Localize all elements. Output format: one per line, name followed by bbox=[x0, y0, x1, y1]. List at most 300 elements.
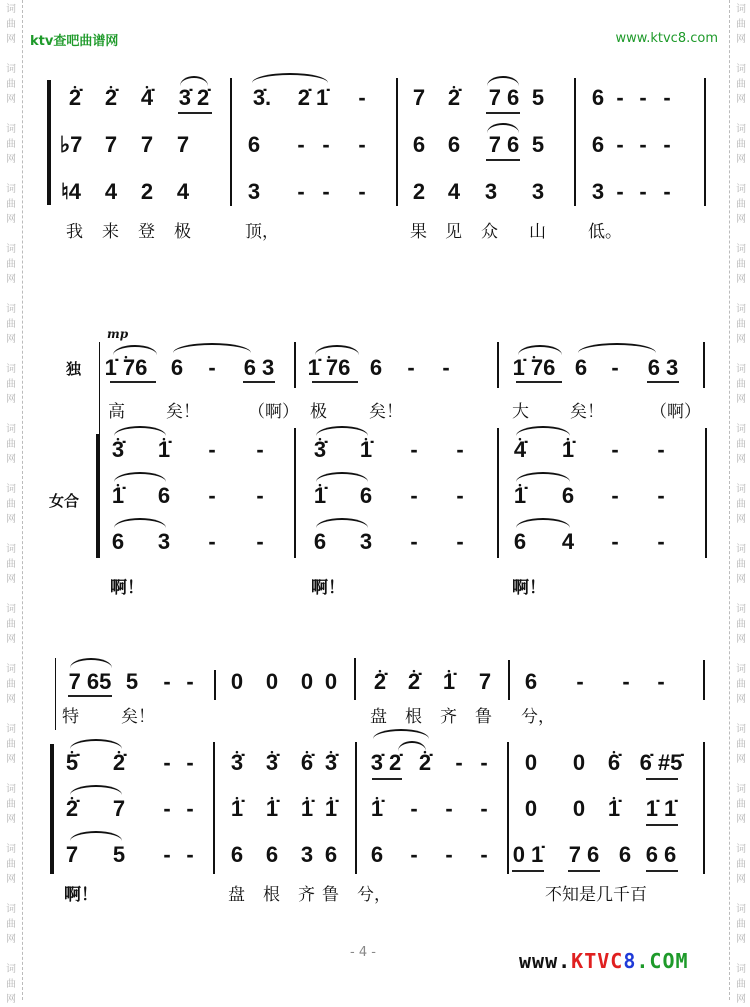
logo-green: .COM bbox=[636, 949, 689, 973]
left-watermark-strip bbox=[0, 0, 23, 1005]
dash: - bbox=[480, 750, 488, 775]
slur bbox=[518, 345, 562, 355]
note: 2 bbox=[412, 179, 426, 204]
watermark-text: 词 曲 网 bbox=[736, 904, 746, 945]
slur bbox=[70, 785, 122, 795]
dash: - bbox=[322, 132, 330, 157]
barline bbox=[705, 428, 707, 558]
slur bbox=[70, 831, 122, 841]
watermark-text: 词 曲 网 bbox=[6, 964, 16, 1005]
dash: - bbox=[576, 669, 584, 694]
lyric: （啊） bbox=[650, 402, 701, 422]
dash: - bbox=[616, 85, 624, 110]
note-group: 6 3 bbox=[647, 355, 679, 380]
note: 3 bbox=[591, 179, 605, 204]
lyric: 鲁 bbox=[475, 707, 492, 727]
note: 7 bbox=[112, 796, 126, 821]
note: • 1̇ bbox=[325, 797, 337, 821]
dash: - bbox=[657, 529, 665, 554]
dash: - bbox=[256, 483, 264, 508]
barline bbox=[213, 742, 215, 874]
note: • 3̇ bbox=[112, 438, 124, 462]
lyric: 见 bbox=[445, 222, 462, 242]
note: 7 bbox=[176, 132, 190, 157]
watermark-text: 词 曲 网 bbox=[6, 424, 16, 465]
watermark-text: 词 曲 网 bbox=[736, 544, 746, 585]
page-number: - 4 - bbox=[350, 945, 376, 960]
beam-underline bbox=[486, 159, 520, 161]
note: • 1̇ bbox=[301, 797, 313, 821]
rest: 0 bbox=[524, 796, 538, 821]
note: 6 bbox=[618, 842, 632, 867]
dash: - bbox=[358, 85, 366, 110]
barline bbox=[508, 660, 510, 700]
dash: - bbox=[163, 750, 171, 775]
note: 3 bbox=[247, 179, 261, 204]
system-bracket bbox=[47, 80, 51, 205]
dash: - bbox=[611, 529, 619, 554]
watermark-text: 词 曲 网 bbox=[736, 844, 746, 885]
note-group: 0 1̇ bbox=[512, 842, 544, 867]
note-group: 7 6 bbox=[488, 132, 520, 157]
beam-underline bbox=[512, 870, 544, 872]
dash: - bbox=[208, 355, 216, 380]
beam-underline bbox=[646, 778, 678, 780]
note: • 1̇ bbox=[112, 484, 124, 508]
note: ♮4 bbox=[60, 179, 82, 204]
note-group: 3̇ 2̇ bbox=[178, 85, 210, 110]
dash: - bbox=[358, 132, 366, 157]
lyric: 极 bbox=[174, 222, 191, 242]
watermark-text: 词 曲 网 bbox=[736, 304, 746, 345]
note: • 2̇ bbox=[66, 797, 78, 821]
dash: - bbox=[297, 179, 305, 204]
note-group: 7 6 bbox=[488, 85, 520, 110]
note: • 3̇ bbox=[325, 751, 337, 775]
note: • 1̇ bbox=[371, 797, 383, 821]
note: 6 bbox=[247, 132, 261, 157]
solo-label: 独 bbox=[66, 360, 82, 378]
lyric: 众 bbox=[481, 222, 498, 242]
slur bbox=[70, 658, 112, 668]
dash: - bbox=[657, 483, 665, 508]
lyric: 齐 bbox=[298, 885, 315, 905]
barline bbox=[703, 742, 705, 874]
dash: - bbox=[663, 179, 671, 204]
dash: - bbox=[410, 437, 418, 462]
rest: 0 bbox=[524, 750, 538, 775]
dash: - bbox=[657, 437, 665, 462]
barline bbox=[214, 670, 216, 700]
barline bbox=[704, 78, 706, 206]
note: 6 bbox=[230, 842, 244, 867]
watermark-text: 词 曲 网 bbox=[6, 844, 16, 885]
watermark-text: 词 曲 网 bbox=[736, 184, 746, 225]
beam-underline bbox=[486, 112, 520, 114]
lyric: 矣！ bbox=[570, 402, 604, 422]
note: 6 bbox=[447, 132, 461, 157]
lyric: 啊！ bbox=[64, 885, 98, 905]
dash: - bbox=[480, 842, 488, 867]
note-group: • 1̇ 76 bbox=[308, 356, 351, 380]
note: 6 bbox=[111, 529, 125, 554]
dash: - bbox=[322, 179, 330, 204]
note: 4 bbox=[104, 179, 118, 204]
barline bbox=[497, 428, 499, 558]
note: • 6̇ bbox=[608, 751, 620, 775]
lyric: 矣！ bbox=[121, 707, 155, 727]
solo-staff-line bbox=[55, 658, 56, 730]
watermark-text: 词 曲 网 bbox=[736, 424, 746, 465]
lyric: 不知是几千百 bbox=[545, 885, 647, 905]
slur bbox=[316, 472, 368, 482]
slur bbox=[114, 426, 166, 436]
beam-underline bbox=[647, 381, 679, 383]
note: • 4̇ bbox=[514, 438, 526, 462]
watermark-text: 词 曲 网 bbox=[6, 664, 16, 705]
slur bbox=[180, 76, 208, 86]
dash: - bbox=[611, 437, 619, 462]
lyric: 根 bbox=[263, 885, 280, 905]
note-group: 7 65 bbox=[68, 669, 112, 694]
note: • 2̇ bbox=[69, 86, 81, 110]
note: • 1̇ bbox=[231, 797, 243, 821]
lyric: 兮， bbox=[521, 707, 555, 727]
site-logo[interactable] bbox=[519, 949, 689, 973]
note-group: 7 6 bbox=[568, 842, 600, 867]
lyric: 啊！ bbox=[512, 578, 546, 598]
note: 4 bbox=[447, 179, 461, 204]
slur bbox=[487, 123, 519, 133]
rest: 0 bbox=[300, 669, 314, 694]
beam-underline bbox=[516, 381, 562, 383]
dash: - bbox=[410, 529, 418, 554]
note: • 2̇ bbox=[105, 86, 117, 110]
beam-underline bbox=[372, 778, 402, 780]
lyric: 矣！ bbox=[369, 402, 403, 422]
rest: 0 bbox=[572, 796, 586, 821]
watermark-text: 词 曲 网 bbox=[6, 4, 16, 45]
dash: - bbox=[410, 483, 418, 508]
chorus-bracket bbox=[96, 434, 100, 558]
logo-blue: 8 bbox=[623, 949, 637, 973]
note: 7 bbox=[140, 132, 154, 157]
watermark-text: 词 曲 网 bbox=[6, 304, 16, 345]
watermark-text: 词 曲 网 bbox=[736, 664, 746, 705]
dash: - bbox=[455, 750, 463, 775]
dash: - bbox=[163, 842, 171, 867]
slur bbox=[487, 76, 519, 86]
dash: - bbox=[208, 529, 216, 554]
solo-staff-line bbox=[99, 342, 100, 436]
note: ♭7 bbox=[59, 132, 83, 157]
slur bbox=[70, 739, 122, 749]
slur bbox=[315, 345, 359, 355]
slur bbox=[252, 73, 328, 83]
note: 6 bbox=[591, 132, 605, 157]
beam-underline bbox=[646, 870, 678, 872]
note-group: 2̇ 1̇ bbox=[297, 85, 329, 110]
rest: 0 bbox=[230, 669, 244, 694]
lyric: 矣！ bbox=[166, 402, 200, 422]
watermark-text: 词 曲 网 bbox=[736, 64, 746, 105]
note: • 1̇ bbox=[608, 797, 620, 821]
note: 5 bbox=[125, 669, 139, 694]
beam-underline bbox=[110, 381, 156, 383]
note: • 3̇ bbox=[314, 438, 326, 462]
dash: - bbox=[663, 85, 671, 110]
dash: - bbox=[480, 796, 488, 821]
dash: - bbox=[611, 483, 619, 508]
dash: - bbox=[297, 132, 305, 157]
barline bbox=[294, 342, 296, 388]
note: 7 bbox=[412, 85, 426, 110]
dash: - bbox=[256, 437, 264, 462]
note-group: 3̇ 2̇ bbox=[370, 750, 402, 775]
lyric: 果 bbox=[410, 222, 427, 242]
note: 3 bbox=[531, 179, 545, 204]
logo-prefix: www. bbox=[519, 949, 572, 973]
note: 5 bbox=[112, 842, 126, 867]
barline bbox=[354, 658, 356, 700]
dash: - bbox=[616, 132, 624, 157]
note: • 4̇ bbox=[141, 86, 153, 110]
dash: - bbox=[186, 669, 194, 694]
slur bbox=[316, 518, 368, 528]
dash: - bbox=[208, 437, 216, 462]
lyric: 特 bbox=[62, 707, 79, 727]
beam-underline bbox=[312, 381, 358, 383]
lyric: 盘 bbox=[370, 707, 387, 727]
barline bbox=[507, 742, 509, 874]
dash: - bbox=[186, 842, 194, 867]
slur bbox=[398, 741, 426, 751]
watermark-text: 词 曲 网 bbox=[6, 604, 16, 645]
note: 6 bbox=[265, 842, 279, 867]
site-url: www.ktvc8.com bbox=[615, 31, 718, 46]
watermark-text: 词 曲 网 bbox=[6, 184, 16, 225]
lyric: 兮， bbox=[357, 885, 391, 905]
note-group: 6 3 bbox=[243, 355, 275, 380]
lyric: 极 bbox=[310, 402, 327, 422]
lyric: 大 bbox=[512, 402, 529, 422]
watermark-text: 词 曲 网 bbox=[736, 724, 746, 765]
dash: - bbox=[616, 179, 624, 204]
note: • 2̇ bbox=[448, 86, 460, 110]
dash: - bbox=[407, 355, 415, 380]
note: • 1̇ bbox=[562, 438, 574, 462]
watermark-text: 词 曲 网 bbox=[736, 4, 746, 45]
watermark-text: 词 曲 网 bbox=[736, 484, 746, 525]
barline bbox=[497, 342, 499, 388]
note: • 2̇ bbox=[113, 751, 125, 775]
dash: - bbox=[163, 669, 171, 694]
watermark-text: 词 曲 网 bbox=[736, 364, 746, 405]
dash: - bbox=[639, 85, 647, 110]
note-group: 6 6 bbox=[645, 842, 677, 867]
barline bbox=[703, 342, 705, 388]
note: 3 bbox=[300, 842, 314, 867]
note: • 1̇ bbox=[314, 484, 326, 508]
note: 7 bbox=[478, 669, 492, 694]
slur bbox=[516, 426, 570, 436]
note: • 1̇ bbox=[514, 484, 526, 508]
watermark-text: 词 曲 网 bbox=[736, 604, 746, 645]
note: • 2̇ bbox=[374, 670, 386, 694]
dash: - bbox=[622, 669, 630, 694]
lyric: 顶， bbox=[245, 222, 279, 242]
logo-red: KTVC bbox=[571, 949, 624, 973]
note: 4 bbox=[561, 529, 575, 554]
note: 3 bbox=[484, 179, 498, 204]
dash: - bbox=[456, 437, 464, 462]
beam-underline bbox=[68, 695, 112, 697]
beam-underline bbox=[243, 381, 275, 383]
note: 6 bbox=[359, 483, 373, 508]
note: • 1̇ bbox=[158, 438, 170, 462]
note-group: • 1̇ 76 bbox=[105, 356, 148, 380]
dash: - bbox=[663, 132, 671, 157]
note-group: 1̇ 1̇ bbox=[645, 796, 677, 821]
note: 6 bbox=[574, 355, 588, 380]
note: 5 bbox=[531, 132, 545, 157]
rest: 0 bbox=[265, 669, 279, 694]
lyric: （啊） bbox=[248, 402, 299, 422]
slur bbox=[516, 518, 570, 528]
dash: - bbox=[611, 355, 619, 380]
dash: - bbox=[639, 132, 647, 157]
watermark-text: 词 曲 网 bbox=[736, 784, 746, 825]
watermark-text: 词 曲 网 bbox=[736, 124, 746, 165]
slur bbox=[114, 472, 166, 482]
barline bbox=[396, 78, 398, 206]
note-group: 6̇ #5̇ bbox=[639, 750, 683, 775]
note: 6 bbox=[412, 132, 426, 157]
barline bbox=[355, 742, 357, 874]
note: 3 bbox=[359, 529, 373, 554]
watermark-text: 词 曲 网 bbox=[6, 484, 16, 525]
beam-underline bbox=[568, 870, 600, 872]
note: 6 bbox=[524, 669, 538, 694]
note: • 5̇ bbox=[66, 751, 78, 775]
note: • 1̇ bbox=[360, 438, 372, 462]
note: 3̇. bbox=[252, 85, 272, 110]
note: • 3̇ bbox=[266, 751, 278, 775]
watermark-text: 词 曲 网 bbox=[6, 124, 16, 165]
dash: - bbox=[186, 796, 194, 821]
note: 6 bbox=[369, 355, 383, 380]
note-group: • 1̇ 76 bbox=[513, 356, 556, 380]
note: • 2̇ bbox=[419, 751, 431, 775]
note: 4 bbox=[176, 179, 190, 204]
slur bbox=[113, 345, 157, 355]
slur bbox=[173, 343, 251, 353]
dash: - bbox=[456, 483, 464, 508]
rest: 0 bbox=[572, 750, 586, 775]
barline bbox=[230, 78, 232, 206]
beam-underline bbox=[178, 112, 212, 114]
slur bbox=[316, 426, 368, 436]
slur bbox=[516, 472, 570, 482]
watermark-text: 词 曲 网 bbox=[736, 244, 746, 285]
right-watermark-strip bbox=[729, 0, 750, 1005]
dash: - bbox=[410, 796, 418, 821]
dash: - bbox=[445, 842, 453, 867]
dash: - bbox=[410, 842, 418, 867]
dash: - bbox=[186, 750, 194, 775]
lyric: 啊！ bbox=[311, 578, 345, 598]
dash: - bbox=[657, 669, 665, 694]
note: 6 bbox=[324, 842, 338, 867]
note: 7 bbox=[104, 132, 118, 157]
note: • 2̇ bbox=[408, 670, 420, 694]
dash: - bbox=[639, 179, 647, 204]
chorus-label: 女合 bbox=[49, 492, 80, 510]
watermark-text: 词 曲 网 bbox=[6, 904, 16, 945]
lyric: 根 bbox=[405, 707, 422, 727]
watermark-text: 词 曲 网 bbox=[6, 784, 16, 825]
dash: - bbox=[358, 179, 366, 204]
dynamic-marking: mp bbox=[107, 327, 129, 341]
note: 2 bbox=[140, 179, 154, 204]
lyric: 来 bbox=[102, 222, 119, 242]
lyric: 登 bbox=[138, 222, 155, 242]
slur bbox=[373, 729, 429, 739]
watermark-text: 词 曲 网 bbox=[6, 724, 16, 765]
lyric: 齐 bbox=[440, 707, 457, 727]
watermark-text: 词 曲 网 bbox=[6, 64, 16, 105]
barline bbox=[703, 660, 705, 700]
site-name: ktv查吧曲谱网 bbox=[30, 34, 119, 49]
note: • 6̇ bbox=[301, 751, 313, 775]
lyric: 鲁 bbox=[322, 885, 339, 905]
note: 5 bbox=[531, 85, 545, 110]
lyric: 啊！ bbox=[110, 578, 144, 598]
note: 6 bbox=[561, 483, 575, 508]
note: 6 bbox=[591, 85, 605, 110]
slur bbox=[578, 343, 656, 353]
dash: - bbox=[208, 483, 216, 508]
note: 6 bbox=[370, 842, 384, 867]
barline bbox=[574, 78, 576, 206]
note: 6 bbox=[513, 529, 527, 554]
dash: - bbox=[445, 796, 453, 821]
lyric: 高 bbox=[108, 402, 125, 422]
lyric: 盘 bbox=[228, 885, 245, 905]
watermark-text: 词 曲 网 bbox=[736, 964, 746, 1005]
note: • 1̇ bbox=[443, 670, 455, 694]
barline bbox=[294, 428, 296, 558]
note: • 1̇ bbox=[266, 797, 278, 821]
note: 6 bbox=[157, 483, 171, 508]
dash: - bbox=[456, 529, 464, 554]
watermark-text: 词 曲 网 bbox=[6, 364, 16, 405]
chorus-bracket bbox=[50, 744, 54, 874]
note: 3 bbox=[157, 529, 171, 554]
dash: - bbox=[163, 796, 171, 821]
lyric: 山 bbox=[529, 222, 546, 242]
slur bbox=[114, 518, 166, 528]
note: • 3̇ bbox=[231, 751, 243, 775]
note: 7 bbox=[65, 842, 79, 867]
watermark-text: 词 曲 网 bbox=[6, 244, 16, 285]
dash: - bbox=[256, 529, 264, 554]
watermark-text: 词 曲 网 bbox=[6, 544, 16, 585]
note: 6 bbox=[313, 529, 327, 554]
lyric: 低。 bbox=[588, 222, 622, 242]
note: 6 bbox=[170, 355, 184, 380]
beam-underline bbox=[646, 824, 678, 826]
